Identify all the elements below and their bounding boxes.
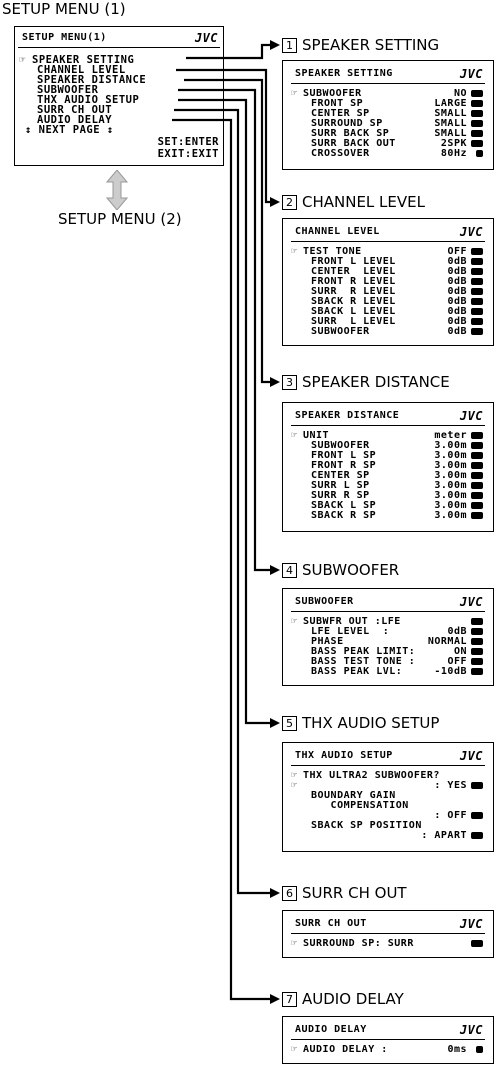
setting-value: 2SPK <box>440 138 467 149</box>
section-title: THX AUDIO SETUP <box>302 714 440 732</box>
jvc-logo: JVC <box>459 917 483 931</box>
setting-value: -10dB <box>434 666 467 677</box>
adjust-arrows-icon[interactable] <box>471 782 483 789</box>
cursor-icon: ☞ <box>291 430 298 441</box>
section-5-label <box>282 714 439 732</box>
menu-item-subwoofer[interactable]: SUBWOOFER <box>37 84 99 96</box>
setting-row[interactable] <box>291 939 485 949</box>
setting-label: BOUNDARY GAIN <box>311 790 396 801</box>
section-title: SURR CH OUT <box>302 884 407 902</box>
setting-value: 0dB <box>447 276 467 287</box>
adjust-arrows-icon[interactable] <box>471 492 483 499</box>
setting-label: SURR R LEVEL <box>311 286 396 297</box>
setting-label: BASS PEAK LIMIT: <box>311 646 416 657</box>
setting-value: 0dB <box>447 256 467 267</box>
adjust-arrows-icon[interactable] <box>471 318 483 325</box>
setting-label: SBACK R SP <box>311 510 377 521</box>
adjust-arrows-icon[interactable] <box>471 258 483 265</box>
setting-label: FRONT SP <box>311 98 364 109</box>
setting-value: 3.00m <box>434 440 467 451</box>
setting-value: 3.00m <box>434 480 467 491</box>
setting-row[interactable] <box>291 327 485 337</box>
adjust-arrows-icon[interactable] <box>471 288 483 295</box>
diagram-title: SETUP MENU (1) <box>2 0 126 18</box>
cursor-icon: ☞ <box>291 1044 298 1055</box>
section-6-label <box>282 884 407 902</box>
setting-label: LFE LEVEL : <box>311 626 390 637</box>
adjust-arrows-icon[interactable] <box>471 298 483 305</box>
audio-delay-screen <box>282 1016 494 1064</box>
setting-label: SUBWOOFER <box>303 88 362 99</box>
thx-audio-setup-screen <box>282 742 494 852</box>
setting-value: 0dB <box>447 316 467 327</box>
setting-label: SBACK R LEVEL <box>311 296 396 307</box>
section-number: 2 <box>282 195 297 210</box>
setting-value: 0dB <box>447 306 467 317</box>
setting-label: THX ULTRA2 SUBWOOFER? <box>303 770 440 781</box>
adjust-arrows-icon[interactable] <box>471 268 483 275</box>
adjust-arrows-icon[interactable] <box>471 100 483 107</box>
setting-label: CENTER SP <box>311 108 370 119</box>
setting-label: BASS TEST TONE : <box>311 656 416 667</box>
setting-row[interactable] <box>291 1045 485 1055</box>
menu-item-channel-level[interactable]: CHANNEL LEVEL <box>37 64 126 76</box>
setting-value: ON <box>453 646 467 657</box>
setting-value: 0dB <box>447 326 467 337</box>
section-3-label <box>282 373 450 391</box>
setting-label: SURR BACK OUT <box>311 138 396 149</box>
setting-value: SMALL <box>434 128 467 139</box>
setting-label: FRONT L SP <box>311 450 377 461</box>
setting-label: PHASE <box>311 636 344 647</box>
adjust-arrows-icon[interactable] <box>471 648 483 655</box>
setting-value: 3.00m <box>434 490 467 501</box>
screen-header: CHANNEL LEVEL <box>295 226 380 237</box>
setting-value: 3.00m <box>434 460 467 471</box>
adjust-arrows-icon[interactable] <box>471 308 483 315</box>
setting-label: CENTER SP <box>311 470 370 481</box>
cursor-icon: ☞ <box>291 246 298 257</box>
setting-label: CENTER LEVEL <box>311 266 396 277</box>
setting-value: NORMAL <box>427 636 467 647</box>
adjust-arrows-icon[interactable] <box>471 278 483 285</box>
section-title: SUBWOOFER <box>302 561 400 579</box>
subwoofer-screen <box>282 588 494 686</box>
setting-value: 3.00m <box>434 470 467 481</box>
setting-label: SURROUND SP <box>311 118 383 129</box>
jvc-logo: JVC <box>459 409 483 423</box>
setting-label: SUBWOOFER <box>311 440 370 451</box>
setting-row[interactable] <box>291 149 485 159</box>
setting-label: TEST TONE <box>303 246 362 257</box>
setting-value: : OFF <box>434 810 467 821</box>
section-7-label <box>282 990 404 1008</box>
setting-value: : APART <box>421 830 467 841</box>
setting-value: 0dB <box>447 626 467 637</box>
setting-value: OFF <box>447 246 467 257</box>
cursor-icon: ☞ <box>291 938 298 949</box>
jvc-logo: JVC <box>459 595 483 609</box>
section-number: 3 <box>282 375 297 390</box>
setting-label: SURR BACK SP <box>311 128 390 139</box>
section-number: 6 <box>282 886 297 901</box>
setting-value: SMALL <box>434 118 467 129</box>
setting-label: FRONT L LEVEL <box>311 256 396 267</box>
setting-label: FRONT R LEVEL <box>311 276 396 287</box>
setting-label: SBACK SP POSITION <box>311 820 422 831</box>
adjust-arrows-icon[interactable] <box>471 502 483 509</box>
setting-label: CROSSOVER <box>311 148 370 159</box>
setting-value: 0dB <box>447 296 467 307</box>
setting-label: SUBWFR OUT :LFE <box>303 616 401 627</box>
section-4-label <box>282 561 399 579</box>
setting-row[interactable] <box>291 667 485 677</box>
setting-label: SBACK L SP <box>311 500 377 511</box>
adjust-arrows-icon[interactable] <box>471 812 483 819</box>
setting-label: SURROUND SP: SURR <box>303 938 414 949</box>
screen-header: SUBWOOFER <box>295 596 354 607</box>
setting-value: : YES <box>434 780 467 791</box>
enter-hint: SET:ENTER <box>157 136 219 148</box>
channel-level-screen <box>282 218 494 346</box>
adjust-arrows-icon[interactable] <box>471 618 483 625</box>
adjust-arrows-icon[interactable] <box>471 452 483 459</box>
screen-header: SPEAKER SETTING <box>295 68 393 79</box>
screen-header: AUDIO DELAY <box>295 1024 367 1035</box>
cursor-icon: ☞ <box>19 54 26 66</box>
adjust-arrows-icon[interactable] <box>471 442 483 449</box>
next-page-label: NEXT PAGE <box>38 124 101 136</box>
surr-ch-out-screen <box>282 910 494 958</box>
adjust-arrows-icon[interactable] <box>476 1046 483 1053</box>
setting-value: SMALL <box>434 108 467 119</box>
setup-menu-header: SETUP MENU(1) <box>22 32 107 43</box>
adjust-arrows-icon[interactable] <box>471 462 483 469</box>
setting-label: SUBWOOFER <box>311 326 370 337</box>
jvc-logo: JVC <box>459 749 483 763</box>
setting-label: SBACK L LEVEL <box>311 306 396 317</box>
jvc-logo: JVC <box>459 225 483 239</box>
section-number: 7 <box>282 992 297 1007</box>
setting-value: 0dB <box>447 286 467 297</box>
exit-hint: EXIT:EXIT <box>157 148 219 160</box>
setting-value: OFF <box>447 656 467 667</box>
menu-item-surr-ch-out[interactable]: SURR CH OUT <box>37 104 113 116</box>
section-number: 4 <box>282 563 297 578</box>
setting-row[interactable] <box>291 511 485 521</box>
adjust-arrows-icon[interactable] <box>471 432 483 439</box>
adjust-arrows-icon[interactable] <box>471 628 483 635</box>
adjust-arrows-icon[interactable] <box>471 328 483 335</box>
screen-header: THX AUDIO SETUP <box>295 750 393 761</box>
setting-row[interactable] <box>291 831 485 841</box>
menu-item-speaker-distance[interactable]: SPEAKER DISTANCE <box>37 74 147 86</box>
setting-value: 0ms <box>447 1044 467 1055</box>
adjust-arrows-icon[interactable] <box>471 638 483 645</box>
setting-label: COMPENSATION <box>311 800 409 811</box>
setting-label: FRONT R SP <box>311 460 377 471</box>
cursor-icon: ☞ <box>291 780 298 791</box>
section-2-label <box>282 193 425 211</box>
adjust-arrows-icon[interactable] <box>471 130 483 137</box>
cursor-icon: ☞ <box>291 770 298 781</box>
speaker-setting-screen <box>282 60 494 170</box>
section-title: SPEAKER DISTANCE <box>302 373 450 391</box>
jvc-logo: JVC <box>459 67 483 81</box>
section-number: 5 <box>282 716 297 731</box>
section-title: CHANNEL LEVEL <box>302 193 425 211</box>
jvc-logo: JVC <box>459 1023 483 1037</box>
adjust-arrows-icon[interactable] <box>471 832 483 839</box>
speaker-distance-screen <box>282 402 494 532</box>
menu-item-speaker-setting[interactable]: SPEAKER SETTING <box>32 54 135 66</box>
jvc-logo: JVC <box>194 31 218 45</box>
setting-value: 80Hz <box>440 148 467 159</box>
setting-value: LARGE <box>434 98 467 109</box>
screen-header: SPEAKER DISTANCE <box>295 410 400 421</box>
setting-label: BASS PEAK LVL: <box>311 666 403 677</box>
menu-item-audio-delay[interactable]: AUDIO DELAY <box>37 114 113 126</box>
next-page-row[interactable]: ↕ NEXT PAGE ↕ <box>25 124 114 136</box>
section-title: AUDIO DELAY <box>302 990 404 1008</box>
section-title: SPEAKER SETTING <box>302 36 440 54</box>
adjust-arrows-icon[interactable] <box>471 668 483 675</box>
cursor-icon: ☞ <box>291 88 298 99</box>
adjust-arrows-icon[interactable] <box>471 110 483 117</box>
adjust-arrows-icon[interactable] <box>471 90 483 97</box>
adjust-arrows-icon[interactable] <box>471 940 483 947</box>
adjust-arrows-icon[interactable] <box>471 482 483 489</box>
setting-label: SURR L SP <box>311 480 370 491</box>
section-1-label <box>282 36 439 54</box>
setting-value: 3.00m <box>434 500 467 511</box>
screen-header: SURR CH OUT <box>295 918 367 929</box>
cursor-icon: ☞ <box>291 616 298 627</box>
adjust-arrows-icon[interactable] <box>471 658 483 665</box>
setting-value: 3.00m <box>434 450 467 461</box>
adjust-arrows-icon[interactable] <box>476 150 483 157</box>
setting-label: AUDIO DELAY : <box>303 1044 388 1055</box>
menu-item-thx-audio-setup[interactable]: THX AUDIO SETUP <box>37 94 140 106</box>
setup-menu-2-label: SETUP MENU (2) <box>58 210 182 228</box>
section-number: 1 <box>282 38 297 53</box>
setting-value: NO <box>453 88 467 99</box>
setting-value: 0dB <box>447 266 467 277</box>
adjust-arrows-icon[interactable] <box>471 140 483 147</box>
adjust-arrows-icon[interactable] <box>471 120 483 127</box>
adjust-arrows-icon[interactable] <box>471 512 483 519</box>
setting-value: meter <box>434 430 467 441</box>
setting-label: UNIT <box>303 430 330 441</box>
setting-value: 3.00m <box>434 510 467 521</box>
setting-label: SURR R SP <box>311 490 370 501</box>
setting-label: SURR L LEVEL <box>311 316 396 327</box>
adjust-arrows-icon[interactable] <box>471 472 483 479</box>
adjust-arrows-icon[interactable] <box>471 248 483 255</box>
